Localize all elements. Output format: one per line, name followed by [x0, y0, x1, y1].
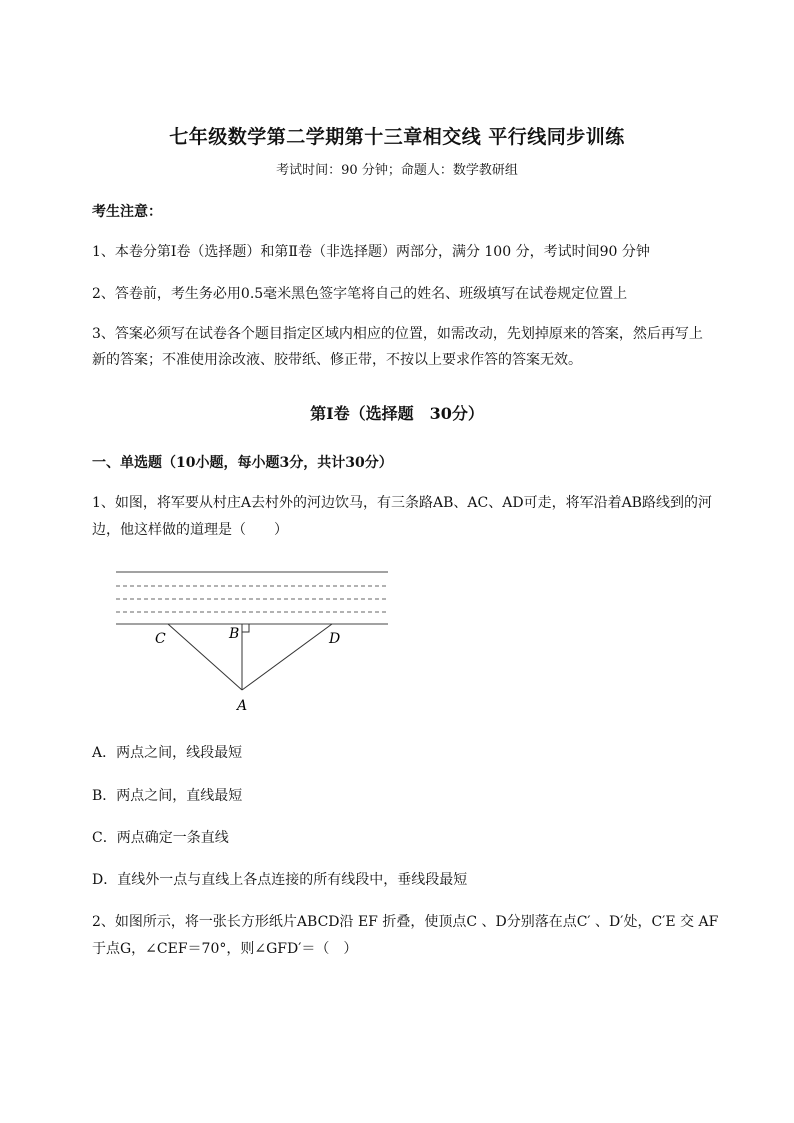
question-1-option-c: C．两点确定一条直线 — [92, 830, 229, 846]
label-B: B — [229, 626, 240, 642]
path-AD — [242, 624, 332, 690]
notice-item-1: 1、本卷分第Ⅰ卷（选择题）和第Ⅱ卷（非选择题）两部分，满分 100 分，考试时间90 分钟 — [92, 244, 650, 260]
label-A: A — [237, 698, 248, 714]
label-C: C — [155, 631, 166, 647]
question-1-figure — [110, 562, 400, 722]
question-1-option-a: A．两点之间，线段最短 — [92, 745, 243, 761]
question-2-stem-line-2: 于点G，∠CEF＝70°，则∠GFD′＝（ ） — [92, 941, 358, 957]
question-1-option-d: D．直线外一点与直线上各点连接的所有线段中，垂线段最短 — [92, 872, 468, 888]
part-heading: 一、单选题（10小题，每小题3分，共计30分） — [92, 455, 393, 471]
notice-heading: 考生注意： — [92, 204, 162, 220]
section-title: 第Ⅰ卷（选择题 30分） — [310, 404, 484, 423]
page-title: 七年级数学第二学期第十三章相交线 平行线同步训练 — [169, 126, 625, 148]
label-D: D — [329, 631, 341, 647]
question-1-option-b: B．两点之间，直线最短 — [92, 788, 243, 804]
exam-info: 考试时间：90 分钟；命题人：数学教研组 — [276, 163, 518, 178]
notice-item-3: 3、答案必须写在试卷各个题目指定区域内相应的位置，如需改动，先划掉原来的答案，然后再写上新的答案；不准使用涂改液、胶带纸、修正带，不按以上要求作答的答案无效。 — [92, 326, 703, 368]
right-angle-mark — [242, 624, 249, 632]
question-1-stem-line-1: 1、如图，将军要从村庄A去村外的河边饮马，有三条路AB、AC、AD可走，将军沿着AB路线到的河 — [92, 495, 712, 511]
notice-item-2: 2、答卷前，考生务必用0.5毫米黑色签字笔将自己的姓名、班级填写在试卷规定位置上 — [92, 286, 628, 302]
question-1-stem-line-2: 边，他这样做的道理是（ ） — [92, 522, 288, 538]
question-2-stem-line-1: 2、如图所示，将一张长方形纸片ABCD沿 EF 折叠，使顶点C 、D分别落在点C′ 、D′处，C′E 交 AF — [92, 914, 719, 930]
